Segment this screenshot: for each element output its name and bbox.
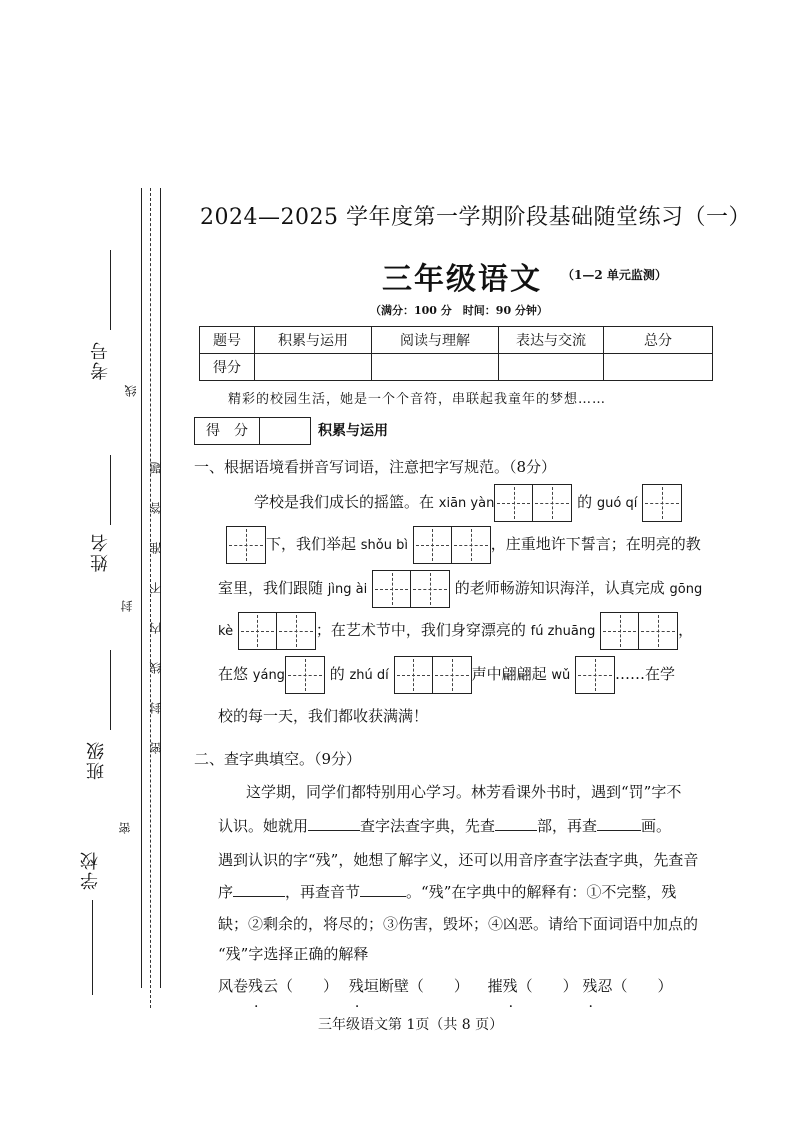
score-cell[interactable] (604, 354, 713, 381)
seal-mark-mi: 密 (118, 822, 132, 834)
answer-blank[interactable] (233, 896, 285, 897)
q1-heading: 一、根据语境看拼音写词语，注意把字写规范。（8分） (194, 458, 557, 476)
q1-line-5 (218, 656, 675, 694)
word-item[interactable]: 残忍（ ） (582, 977, 673, 995)
section-score-box (194, 417, 311, 445)
tianzige-box[interactable] (642, 484, 682, 522)
q1-text: 下，我们举起 (266, 535, 361, 553)
pinyin: wǔ (551, 668, 571, 683)
score-table-row (200, 354, 713, 381)
q2-text: 画。 (641, 817, 672, 835)
q1-text: 的老师畅游知识海洋，认真完成 (450, 579, 670, 597)
pinyin: kè (218, 624, 234, 639)
pinyin: zhú dí (349, 668, 389, 683)
unit-note: （1—2 单元监测） (562, 268, 667, 282)
tianzige-box[interactable] (600, 612, 678, 650)
score-table-header: 总分 (604, 327, 713, 354)
no-answer-char: 题 (149, 462, 163, 474)
section-score-cell[interactable] (260, 418, 310, 444)
score-row-label: 得分 (200, 354, 255, 381)
school-label: 学校 (80, 850, 101, 890)
q2-text: 查字法查字典，先查 (360, 817, 496, 835)
no-answer-char: 线 (149, 662, 163, 674)
answer-blank[interactable] (597, 830, 641, 831)
score-table-header: 表达与交流 (499, 327, 604, 354)
class-blank (110, 650, 111, 730)
q1-text: 的 (572, 493, 597, 511)
exam-no-blank (110, 250, 111, 330)
score-table-header: 阅读与理解 (372, 327, 499, 354)
score-cell[interactable] (372, 354, 499, 381)
q1-line-3 (218, 570, 702, 608)
q2-word-list (218, 968, 673, 1004)
exam-title: 2024—2025 学年度第一学期阶段基础随堂练习（一） (200, 205, 751, 230)
pinyin: xiān yàn (438, 496, 495, 511)
no-answer-char: 答 (149, 502, 163, 514)
q2-line-5: 缺；②剩余的，将尽的；③伤害，毁坏；④凶恶。请给下面词语中加点的 (218, 915, 699, 933)
word-item[interactable]: 摧残（ ） (487, 977, 578, 995)
q2-line-6: “残”字选择正确的解释 (218, 945, 369, 963)
no-answer-char: 密 (149, 742, 163, 754)
tianzige-box[interactable] (226, 526, 266, 564)
answer-blank[interactable] (360, 896, 406, 897)
q1-text: 声中翩翩起 (471, 665, 552, 683)
seal-dashed-line (150, 188, 151, 1008)
score-cell[interactable] (499, 354, 604, 381)
tianzige-box[interactable] (413, 526, 491, 564)
q1-text: ；在艺术节中，我们身穿漂亮的 (315, 621, 531, 639)
q1-line-4 (218, 612, 693, 650)
no-answer-char: 不 (149, 582, 163, 594)
answer-blank[interactable] (308, 830, 360, 831)
q2-line-3: 遇到认识的字“残”，她想了解字义，还可以用音序查字法查字典，先查音 (218, 851, 699, 869)
tianzige-box[interactable] (394, 656, 472, 694)
q1-text: ， (678, 621, 694, 639)
pinyin: gōng (669, 582, 703, 597)
q1-line-2 (226, 526, 701, 564)
name-label: 姓名 (90, 532, 111, 572)
word-item[interactable]: 残垣断壁（ ） (348, 977, 469, 995)
q2-heading: 二、查字典填空。（9分） (194, 750, 362, 768)
q1-line-6: 校的每一天，我们都收获满满！ (218, 707, 429, 725)
no-answer-char: 封 (149, 702, 163, 714)
score-cell[interactable] (255, 354, 372, 381)
intro-text: 精彩的校园生活，她是一个个音符，串联起我童年的梦想…… (228, 392, 607, 407)
tianzige-box[interactable] (575, 656, 615, 694)
pinyin: shǒu bì (360, 538, 408, 553)
pinyin: jìng ài (327, 582, 368, 597)
seal-mark-xian: 线 (124, 385, 138, 397)
q1-text: ，庄重地许下誓言；在明亮的教 (490, 535, 701, 553)
pinyin: fú zhuāng (530, 624, 596, 639)
school-blank (92, 900, 93, 995)
q1-text: 的 (324, 665, 350, 683)
q2-line-4 (218, 874, 676, 910)
q2-text: ，再查音节 (285, 883, 361, 901)
tianzige-box[interactable] (494, 484, 572, 522)
tianzige-box[interactable] (238, 612, 316, 650)
q2-text: 序 (218, 883, 234, 901)
q1-text: ……在学 (615, 665, 676, 683)
q2-line-2 (218, 808, 671, 844)
q1-text: 室里，我们跟随 (218, 579, 328, 597)
no-answer-char: 准 (149, 542, 163, 554)
score-table-header-row (200, 327, 713, 354)
q2-line-1: 这学期，同学们都特别用心学习。林芳看课外书时，遇到“罚”字不 (246, 783, 682, 801)
score-table (199, 326, 713, 381)
q2-text: 。“残”在字典中的解释有：①不完整，残 (406, 883, 677, 901)
tianzige-box[interactable] (372, 570, 450, 608)
subject-title: 三年级语文 (382, 262, 542, 297)
q2-text: 认识。她就用 (218, 817, 309, 835)
exam-info: （满分：100 分 时间：90 分钟） (370, 304, 548, 317)
tianzige-box[interactable] (285, 656, 325, 694)
pinyin: guó qí (596, 496, 638, 511)
class-label: 班级 (86, 740, 107, 780)
answer-blank[interactable] (495, 830, 537, 831)
score-table-header: 题号 (200, 327, 255, 354)
seal-mark-feng: 封 (120, 600, 134, 612)
page-footer: 三年级语文第 1页（共 8 页） (318, 1017, 504, 1033)
pinyin: yáng (252, 668, 285, 683)
section-name: 积累与运用 (318, 423, 388, 439)
seal-line (141, 188, 142, 988)
score-table-header: 积累与运用 (255, 327, 372, 354)
q1-text: 在悠 (218, 665, 253, 683)
exam-no-label: 考号 (90, 340, 111, 380)
word-item[interactable]: 风卷残云（ ） (218, 977, 339, 995)
q2-text: 部，再查 (537, 817, 598, 835)
no-answer-char: 内 (149, 622, 163, 634)
section-score-label: 得 分 (195, 418, 260, 444)
q1-text: 学校是我们成长的摇篮。在 (254, 493, 439, 511)
q1-line-1 (254, 484, 682, 522)
name-blank (110, 455, 111, 525)
